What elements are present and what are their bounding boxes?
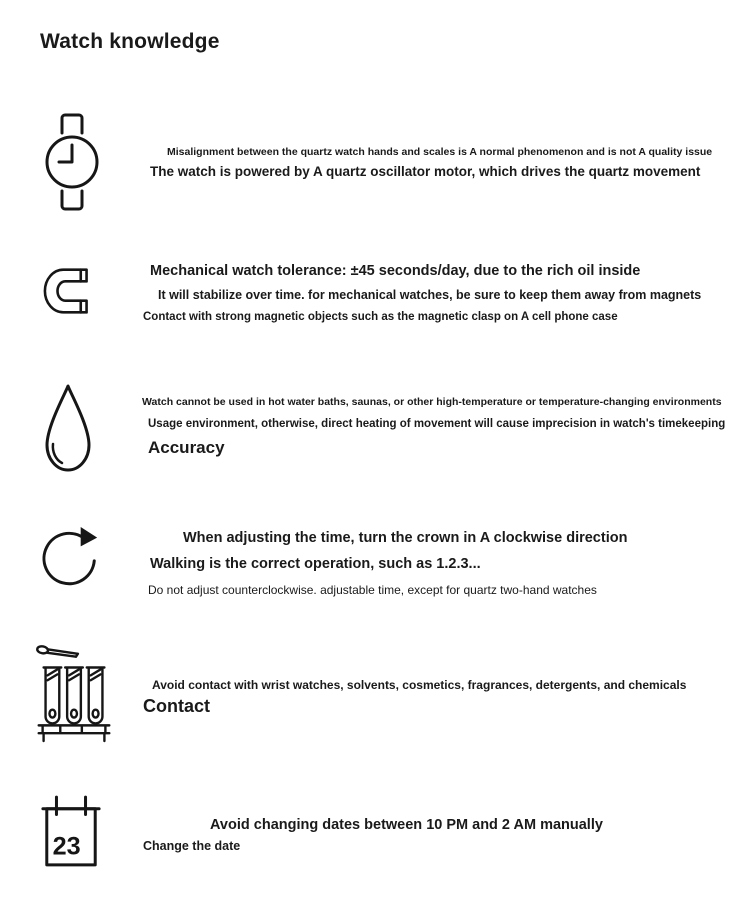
watch-icon [44, 112, 100, 212]
magnet-stabilize-text: It will stabilize over time. for mechanical watches, be sure to keep them away from magnets [158, 288, 702, 302]
clockwise-arrow-icon [40, 518, 102, 596]
page-title: Watch knowledge [40, 30, 220, 53]
magnet-icon [42, 264, 104, 318]
water-drop-icon [40, 382, 96, 476]
crown-counterclockwise-text: Do not adjust counterclockwise. adjustable time, except for quartz two-hand watches [148, 583, 597, 597]
water-usage-text: Usage environment, otherwise, direct heating of movement will cause imprecision in watch's timekeeping [148, 418, 726, 430]
calendar-icon [40, 788, 102, 874]
crown-walking-text: Walking is the correct operation, such as 1.2.3... [150, 556, 481, 572]
contact-heading: Contact [143, 696, 210, 716]
quartz-note-text: Misalignment between the quartz watch hands and scales is A normal phenomenon and is not A quality issue [167, 146, 713, 158]
quartz-main-text: The watch is powered by A quartz oscillator motor, which drives the quartz movement [150, 164, 701, 179]
crown-adjust-text: When adjusting the time, turn the crown in A clockwise direction [183, 530, 628, 546]
test-tubes-icon [34, 642, 114, 744]
water-warning-text: Watch cannot be used in hot water baths, saunas, or other high-temperature or temperature-changing environments [142, 396, 722, 408]
magnet-contact-text: Contact with strong magnetic objects such as the magnetic clasp on A cell phone case [143, 311, 618, 323]
magnet-tolerance-text: Mechanical watch tolerance: ±45 seconds/day, due to the rich oil inside [150, 263, 641, 279]
accuracy-heading: Accuracy [148, 438, 225, 457]
calendar-day: 23 [52, 832, 81, 861]
date-avoid-text: Avoid changing dates between 10 PM and 2 AM manually [210, 817, 603, 833]
chemicals-avoid-text: Avoid contact with wrist watches, solvents, cosmetics, fragrances, detergents, and chemicals [152, 678, 687, 692]
change-date-heading: Change the date [143, 839, 241, 853]
